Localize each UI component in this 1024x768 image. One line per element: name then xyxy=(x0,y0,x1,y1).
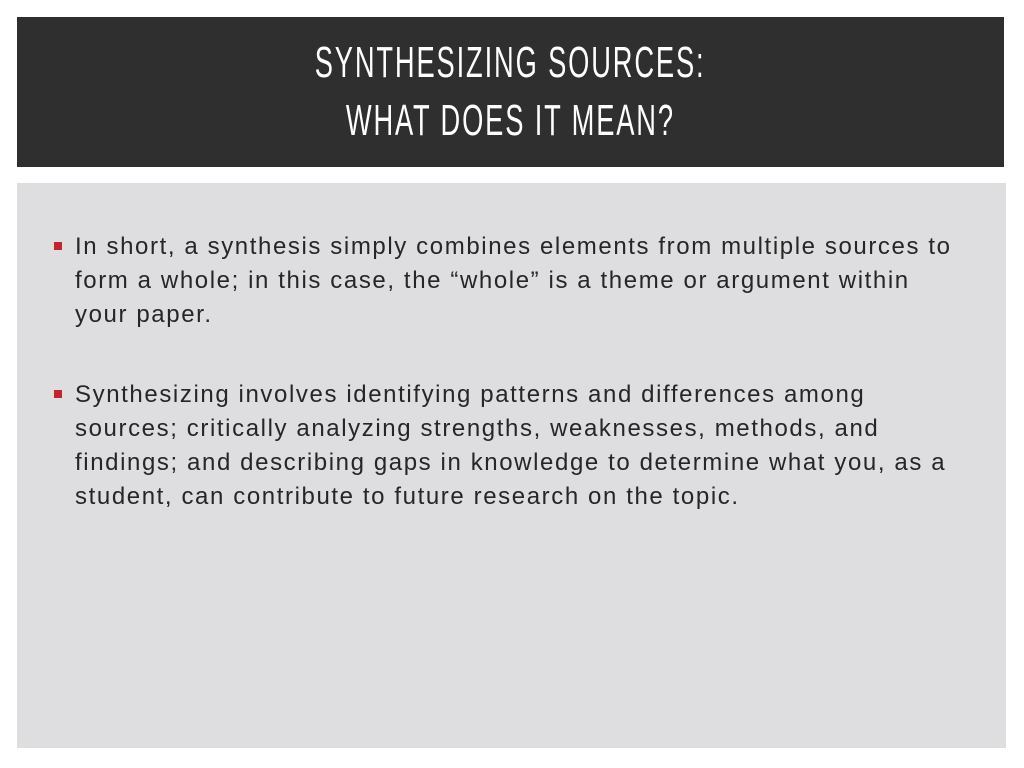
square-bullet-icon xyxy=(54,390,62,398)
bullet-text: In short, a synthesis simply combines elements from multiple sources to form a whole; in this case, the “whole” is a theme or argument within your paper. xyxy=(75,233,952,328)
bullet-item xyxy=(54,230,964,332)
square-bullet-icon xyxy=(54,242,62,250)
bullet-item xyxy=(54,378,964,514)
title-bar xyxy=(17,17,1004,167)
slide-title-line-1: SYNTHESIZING SOURCES: xyxy=(315,38,706,87)
bullet-list xyxy=(54,230,964,560)
slide-title-line-2: WHAT DOES IT MEAN? xyxy=(345,96,676,145)
content-panel xyxy=(17,183,1006,748)
bullet-text: Synthesizing involves identifying patterns and differences among sources; critically analyzing strengths, weaknesses, methods, and findings; and describing gaps in knowledge to determine what you, as a student, can contribute to future research on the topic. xyxy=(75,381,947,510)
